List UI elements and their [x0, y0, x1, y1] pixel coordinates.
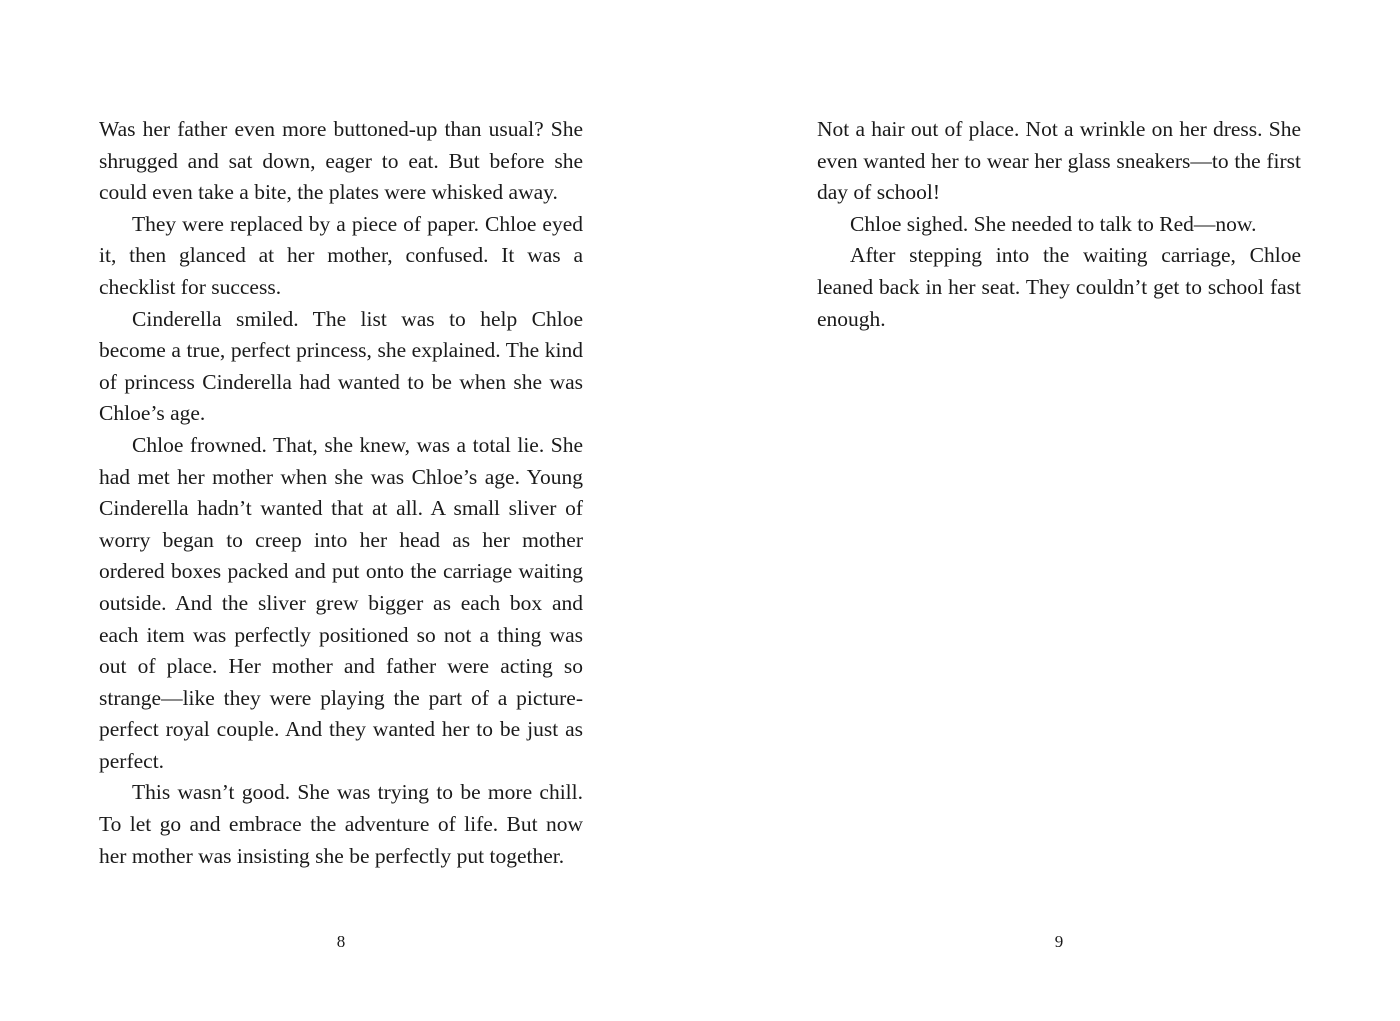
paragraph: Was her father even more buttoned-up than usual? She shrugged and sat down, eager to eat. But before she could even take a bite, the plates were whisked away. [99, 117, 583, 205]
right-page-text [817, 114, 1301, 335]
paragraph: After stepping into the waiting carriage, Chloe leaned back in her seat. They couldn’t get to school fast enough. [817, 243, 1301, 331]
page-number: 9 [1054, 932, 1064, 951]
page-number: 8 [336, 932, 346, 951]
paragraph: Chloe sighed. She needed to talk to Red—now. [850, 211, 1257, 236]
paragraph: Chloe frowned. That, she knew, was a total lie. She had met her mother when she was Chloe’s age. Young Cinderella hadn’t wanted that at all. A small sliver of worry began to creep into her head as her mother ordered boxes packed and put onto the carriage waiting outside. And the sliver grew bigger as each box and each item was perfectly positioned so not a thing was out of place. Her mother and father were acting so strange—like they were playing the part of a picture-perfect royal couple. And they wanted her to be just as perfect. [99, 432, 583, 773]
left-page-text [99, 114, 583, 872]
paragraph: This wasn’t good. She was trying to be more chill. To let go and embrace the adventure of life. But now her mother was insisting she be perfectly put together. [99, 780, 583, 868]
paragraph: Not a hair out of place. Not a wrinkle on her dress. She even wanted her to wear her glass sneakers—to the first day of school! [817, 117, 1301, 205]
right-page [700, 0, 1400, 1021]
paragraph: They were replaced by a piece of paper. Chloe eyed it, then glanced at her mother, confused. It was a checklist for success. [99, 211, 583, 299]
paragraph: Cinderella smiled. The list was to help Chloe become a true, perfect princess, she explained. The kind of princess Cinderella had wanted to be when she was Chloe’s age. [99, 306, 583, 426]
